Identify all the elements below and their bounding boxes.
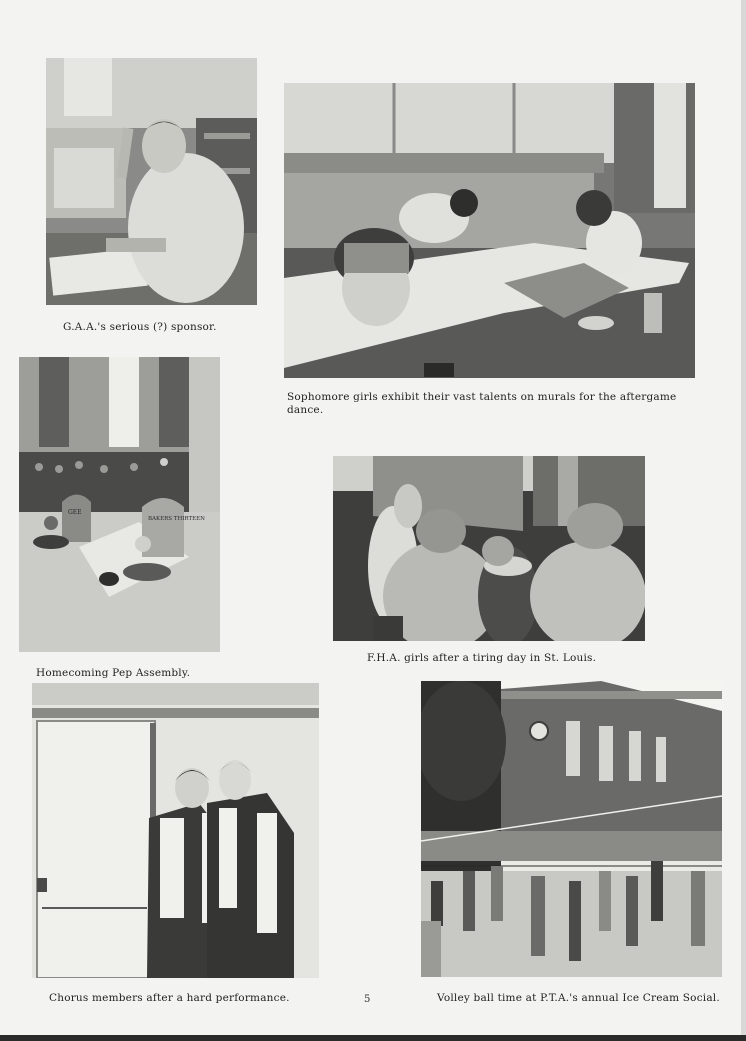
caption-gaa: G.A.A.'s serious (?) sponsor.: [63, 321, 217, 333]
caption-homecoming: Homecoming Pep Assembly.: [36, 667, 191, 679]
page-edge-right: [741, 0, 746, 1041]
photo-gaa-sponsor: [46, 58, 257, 305]
photo-homecoming-pep-assembly: [19, 357, 220, 652]
photo-chorus-members: [32, 683, 319, 978]
page-edge-bottom: [0, 1035, 746, 1041]
page-number: 5: [364, 994, 371, 1005]
tombstone-right-text: BAKERS THIRTEEN: [148, 516, 205, 522]
caption-chorus: Chorus members after a hard performance.: [49, 992, 290, 1004]
photo-sophomore-murals: [284, 83, 695, 378]
photo-fha-girls: [333, 456, 645, 641]
tombstone-left-text: GEE: [68, 509, 82, 516]
photo-volleyball: [421, 681, 722, 977]
caption-fha: F.H.A. girls after a tiring day in St. Louis.: [367, 652, 597, 664]
caption-volleyball: Volley ball time at P.T.A.'s annual Ice Cream Social.: [437, 992, 720, 1004]
caption-sophomore: Sophomore girls exhibit their vast talents on murals for the aftergame dance.: [287, 391, 677, 416]
